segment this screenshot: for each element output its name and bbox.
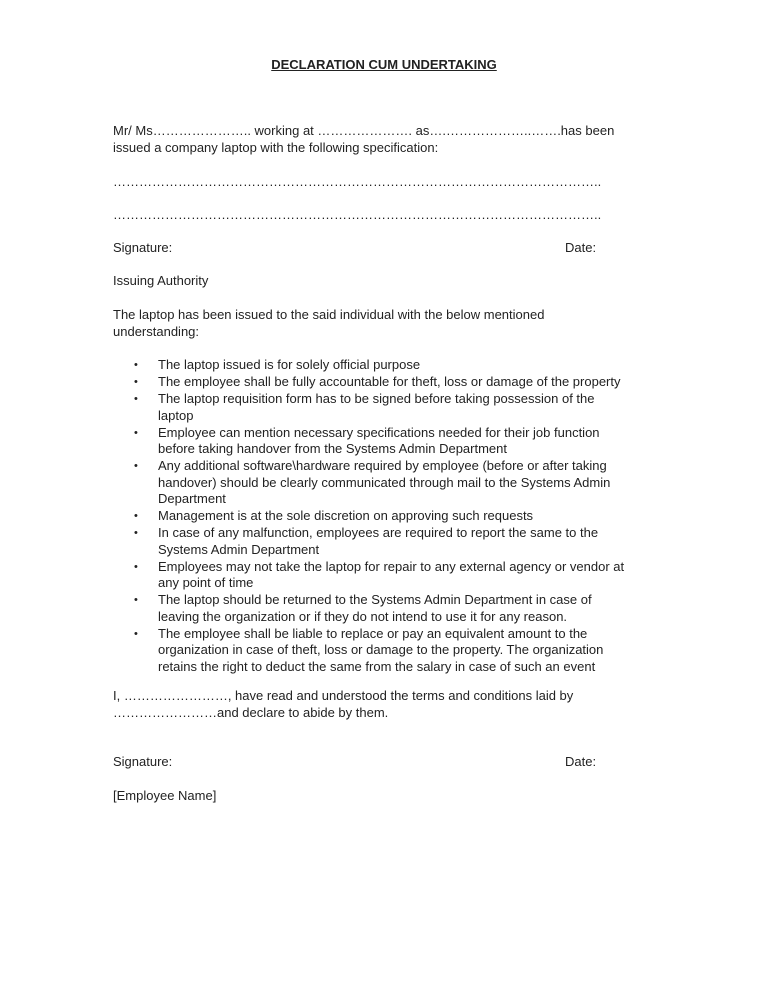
signature-label: Signature:	[113, 754, 173, 769]
term-line: retains the right to deduct the same from the salary in case of such an event	[158, 658, 596, 674]
terms-list	[113, 357, 658, 675]
intro-paragraph	[113, 123, 658, 156]
acknowledgement-line-2: ……………………and declare to abide by them.	[113, 704, 389, 720]
bullet-icon: •	[134, 527, 138, 539]
issuing-authority: Issuing Authority	[113, 273, 209, 288]
acknowledgement-line-1: I, ……………………, have read and understood the terms and conditions laid by	[113, 688, 574, 703]
term-line: Any additional software\hardware required by employee (before or after taking	[158, 458, 607, 473]
term-item	[113, 525, 658, 558]
term-line: The laptop should be returned to the Systems Admin Department in case of	[158, 592, 592, 607]
bullet-icon: •	[134, 594, 138, 606]
bullet-icon: •	[134, 460, 138, 472]
term-line: before taking handover from the Systems Admin Department	[158, 441, 508, 456]
spec-line-2: …………………………………………………………………………………………………..	[113, 207, 602, 222]
term-line: organization in case of theft, loss or damage to the property. The organization	[158, 642, 604, 657]
document-title: DECLARATION CUM UNDERTAKING	[271, 57, 497, 72]
bullet-icon: •	[134, 560, 138, 573]
understanding-line-2: understanding:	[113, 323, 200, 339]
term-line: any point of time	[158, 575, 254, 590]
term-line: The employee shall be fully accountable for theft, loss or damage of the property	[158, 374, 621, 389]
bullet-icon: •	[134, 376, 138, 388]
understanding-line-1: The laptop has been issued to the said individual with the below mentioned	[113, 307, 545, 322]
acknowledgement-paragraph	[113, 688, 658, 721]
term-line: handover) should be clearly communicated through mail to the Systems Admin	[158, 474, 611, 490]
term-item	[113, 357, 658, 374]
term-item	[113, 626, 658, 676]
term-line: Systems Admin Department	[158, 541, 320, 557]
spec-line-1: …………………………………………………………………………………………………..	[113, 174, 602, 189]
term-line: Department	[158, 491, 226, 506]
terms-list-container	[113, 357, 658, 676]
bullet-icon: •	[134, 393, 138, 405]
term-item	[113, 391, 658, 424]
date-label: Date:	[565, 754, 597, 769]
term-line: Management is at the sole discretion on approving such requests	[158, 508, 534, 523]
signature-row-issuer	[113, 240, 658, 257]
term-item	[113, 559, 658, 592]
signature-label: Signature:	[113, 240, 173, 255]
term-line: In case of any malfunction, employees are required to report the same to the	[158, 525, 599, 540]
term-line: The laptop requisition form has to be signed before taking possession of the	[158, 391, 595, 406]
term-item	[113, 508, 658, 525]
intro-line-1: Mr/ Ms………………….. working at …………………. as….………………..…….has been	[113, 123, 615, 138]
term-line: leaving the organization or if they do not intend to use it for any reason.	[158, 608, 568, 624]
term-line: Employee can mention necessary specifications needed for their job function	[158, 424, 600, 440]
date-label: Date:	[565, 240, 597, 255]
understanding-paragraph	[113, 307, 658, 340]
term-line: The employee shall be liable to replace or pay an equivalent amount to the	[158, 625, 588, 641]
term-item	[113, 458, 658, 508]
intro-line-2: issued a company laptop with the following specification:	[113, 139, 439, 155]
term-line: The laptop issued is for solely official purpose	[158, 357, 421, 372]
bullet-icon: •	[134, 510, 138, 522]
term-line: laptop	[158, 407, 194, 423]
term-item	[113, 425, 658, 458]
employee-name: [Employee Name]	[113, 788, 217, 803]
signature-row-employee	[113, 754, 658, 771]
bullet-icon: •	[134, 359, 138, 371]
term-item	[113, 592, 658, 625]
bullet-icon: •	[134, 426, 138, 439]
bullet-icon: •	[134, 627, 138, 640]
term-line: Employees may not take the laptop for repair to any external agency or vendor at	[158, 558, 625, 574]
term-item	[113, 374, 658, 391]
